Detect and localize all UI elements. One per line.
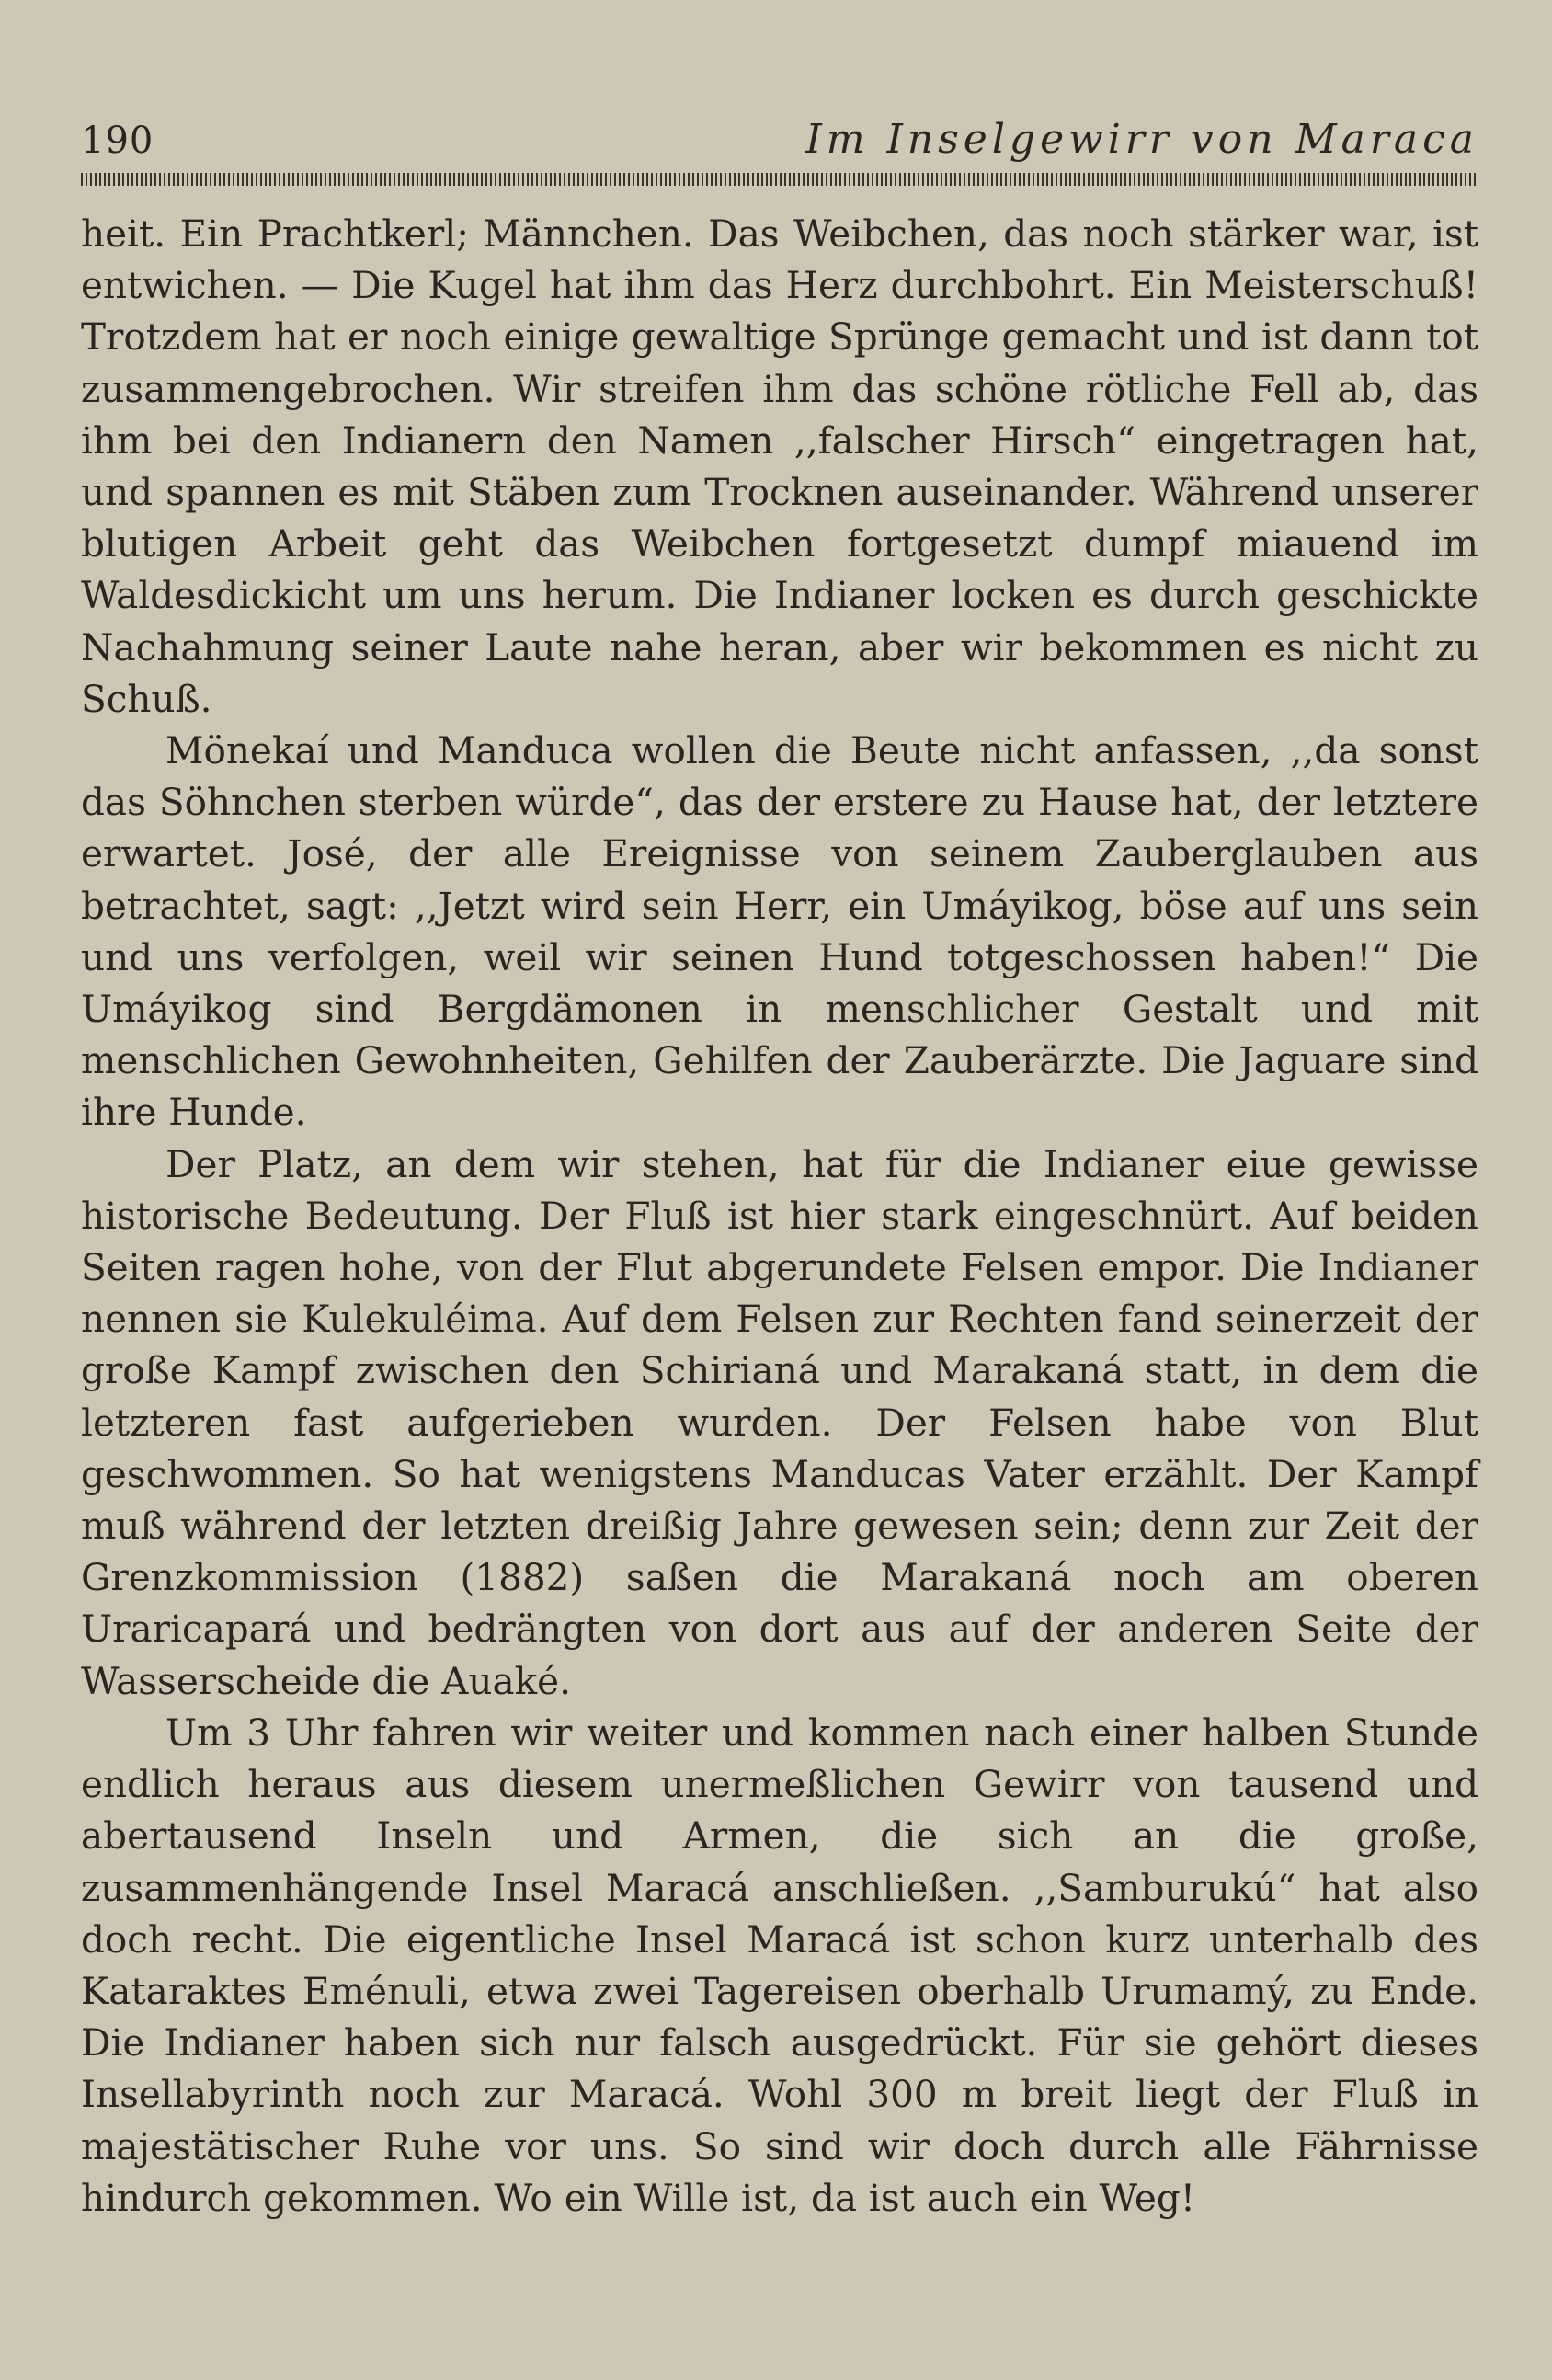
body-text bbox=[81, 208, 1478, 2224]
book-page bbox=[81, 110, 1478, 2224]
page-header bbox=[81, 110, 1478, 177]
header-rule bbox=[81, 173, 1478, 186]
paragraph: Um 3 Uhr fahren wir weiter und kommen nach einer halben Stunde endlich heraus aus diesem unermeßlichen Gewirr von tausend und abertausend Inseln und Armen, die sich an die große, zusammenhängende Insel Maracá anschließen. ,,Samburukú“ hat also doch recht. Die eigentliche Insel Maracá ist schon kurz unterhalb des Kataraktes Eménuli, etwa zwei Tagereisen oberhalb Urumamý, zu Ende. Die Indianer haben sich nur falsch ausgedrückt. Für sie gehört dieses Insellabyrinth noch zur Maracá. Wohl 300 m breit liegt der Fluß in majestätischer Ruhe vor uns. So sind wir doch durch alle Fährnisse hindurch gekommen. Wo ein Wille ist, da ist auch ein Weg! bbox=[81, 1710, 1478, 2220]
paragraph: Der Platz, an dem wir stehen, hat für die Indianer eiue gewisse historische Bedeutung. Der Fluß ist hier stark eingeschnürt. Auf beiden Seiten ragen hohe, von der Flut abgerundete Felsen empor. Die Indianer nennen sie Kulekuléima. Auf dem Felsen zur Rechten fand seinerzeit der große Kampf zwischen den Schirianá und Marakaná statt, in dem die letzteren fast aufgerieben wurden. Der Felsen habe von Blut geschwommen. So hat wenigstens Manducas Vater erzählt. Der Kampf muß während der letzten dreißig Jahre gewesen sein; denn zur Zeit der Grenzkommission (1882) saßen die Marakaná noch am oberen Uraricapará und bedrängten von dort aus auf der anderen Seite der Wasserscheide die Auaké. bbox=[81, 1141, 1478, 1703]
page-number: 190 bbox=[81, 120, 154, 162]
running-title: Im Inselgewirr von Maraca bbox=[805, 116, 1478, 163]
paragraph: Mönekaí und Manduca wollen die Beute nicht anfassen, ,,da sonst das Söhnchen sterben würde“, das der erstere zu Hause hat, der letztere erwartet. José, der alle Ereignisse von seinem Zauberglauben aus betrachtet, sagt: ,,Jetzt wird sein Herr, ein Umáyikog, böse auf uns sein und uns verfolgen, weil wir seinen Hund totgeschossen haben!“ Die Umáyikog sind Bergdämonen in menschlicher Gestalt und mit menschlichen Gewohnheiten, Gehilfen der Zauberärzte. Die Jaguare sind ihre Hunde. bbox=[81, 728, 1478, 1135]
paragraph: heit. Ein Prachtkerl; Männchen. Das Weibchen, das noch stärker war, ist entwichen. — Die Kugel hat ihm das Herz durchbohrt. Ein Meisterschuß! Trotzdem hat er noch einige gewaltige Sprünge gemacht und ist dann tot zusammengebrochen. Wir streifen ihm das schöne rötliche Fell ab, das ihm bei den Indianern den Namen ,,falscher Hirsch“ eingetragen hat, und spannen es mit Stäben zum Trocknen auseinander. Während unserer blutigen Arbeit geht das Weibchen fortgesetzt dumpf miauend im Waldesdickicht um uns herum. Die Indianer locken es durch geschickte Nachahmung seiner Laute nahe heran, aber wir bekommen es nicht zu Schuß. bbox=[81, 212, 1478, 721]
